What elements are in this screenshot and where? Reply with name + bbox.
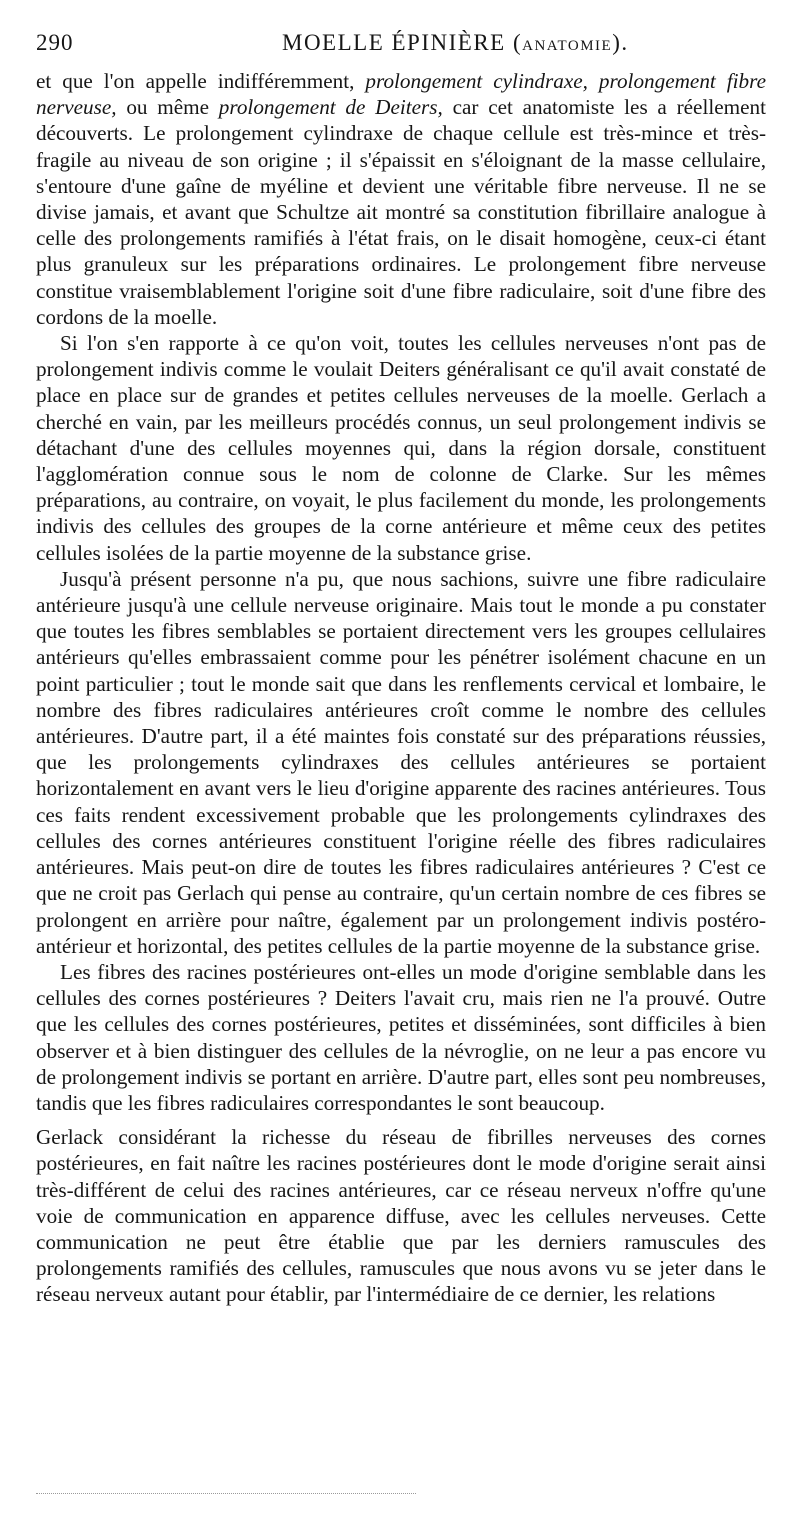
text-run: et que l'on appelle indifféremment, <box>36 69 366 93</box>
text-run: ou même <box>116 95 219 120</box>
paragraph <box>36 1124 766 1307</box>
italic-term: prolongement cylindraxe, prolongement fibre nerveuse, <box>36 69 766 120</box>
paragraph <box>36 330 766 566</box>
body-text <box>36 68 766 1308</box>
running-title-section: ANATOMIE <box>522 38 613 54</box>
paragraph <box>36 566 766 959</box>
paragraph <box>36 68 766 330</box>
text-run: car cet anatomiste les a réellement découverts. Le prolongement cylindraxe de chaque cellule est très-mince et très-fragile au niveau de son origine ; il s'épaissit en s'éloignant de la masse cellulaire, s'entoure d'une gaîne de myéline et devient une véritable fibre nerveuse. Il ne se divise jamais, et avant que Schultze ait montré sa constitution fibrillaire analogue à celle des prolongements ramifiés à l'état frais, on le disait homogène, ceux-ci étant plus granuleux sur les préparations ordinaires. Le prolongement fibre nerveuse constitue vraisemblablement l'origine soit d'une fibre radiculaire, soit d'une fibre des cordons de la moelle. <box>36 95 766 329</box>
running-title-main: MOELLE ÉPINIÈRE <box>282 30 506 55</box>
page-number: 290 <box>36 30 74 55</box>
italic-term: prolongement de Deiters, <box>218 95 443 120</box>
text-run: Jusqu'à présent personne n'a pu, que nous sachions, suivre une fibre radiculaire antérieure jusqu'à une cellule nerveuse originaire. Mais tout le monde a pu constater que toutes les fibres semblables se portaient directement vers les groupes cellulaires antérieurs qu'elles embrassaient comme pour les pénétrer isolément chacune en un point particulier ; tout le monde sait que dans les renflements cervical et lombaire, le nombre des fibres radiculaires antérieures croît comme le nombre des cellules antérieures. D'autre part, il a été maintes fois constaté sur des préparations réussies, que les prolongements cylindraxes des cellules antérieures se portaient horizontalement en avant vers le lieu d'origine apparente des racines antérieures. Tous ces faits rendent excessivement probable que les prolongements cylindraxes des cellules des cornes antérieures constituent l'origine réelle des fibres radiculaires antérieures. Mais peut-on dire de toutes les fibres radiculaires antérieures ? C'est ce que ne croit pas Gerlach qui pense au contraire, qu'un certain nombre de ces fibres se prolongent en arrière pour naître, également par un prolongement indivis postéro-antérieur et horizontal, des petites cellules de la partie moyenne de la substance grise. <box>36 566 766 958</box>
text-run: Si l'on s'en rapporte à ce qu'on voit, toutes les cellules nerveuses n'ont pas de prolongement indivis comme le voulait Deiters généralisant ce qu'il avait constaté de place en place sur de grandes et petites cellules nerveuses de la moelle. Gerlach a cherché en vain, par les meilleurs procédés connus, un seul prolongement indivis se détachant d'une des cellules moyennes qui, dans la région dorsale, constituent l'agglomération connue sous le nom de colonne de Clarke. Sur les mêmes préparations, au contraire, on voyait, le plus facilement du monde, les prolongements indivis des cellules des groupes de la corne antérieure et même ceux des petites cellules isolées de la partie moyenne de la substance grise. <box>36 331 766 565</box>
paragraph-gap <box>36 1116 766 1124</box>
running-title-close: ). <box>612 30 629 55</box>
running-title-open: ( <box>512 30 523 55</box>
footer-rule <box>36 1493 416 1494</box>
running-header <box>36 30 766 62</box>
text-run: Gerlack considérant la richesse du réseau de fibrilles nerveuses des cornes postérieures, en fait naître les racines postérieures dont le mode d'origine serait ainsi très-différent de celui des racines antérieures, car ce réseau nerveux n'offre qu'une voie de communication en apparence diffuse, avec les cellules nerveuses. Cette communication ne peut être établie que par les derniers ramuscules des prolongements ramifiés des cellules, ramuscules que nous avons vu se jeter dans le réseau nerveux autant pour établir, par l'intermédiaire de ce dernier, les relations <box>36 1125 766 1307</box>
paragraph <box>36 959 766 1116</box>
text-run: Les fibres des racines postérieures ont-elles un mode d'origine semblable dans les cellules des cornes postérieures ? Deiters l'avait cru, mais rien ne l'a prouvé. Outre que les cellules des cornes postérieures, petites et disséminées, sont difficiles à bien observer et à bien distinguer des cellules de la névroglie, on ne leur a pas encore vu de prolongement indivis se portant en arrière. D'autre part, elles sont peu nombreuses, tandis que les fibres radiculaires correspondantes le sont beaucoup. <box>36 959 766 1115</box>
running-title <box>282 30 629 56</box>
